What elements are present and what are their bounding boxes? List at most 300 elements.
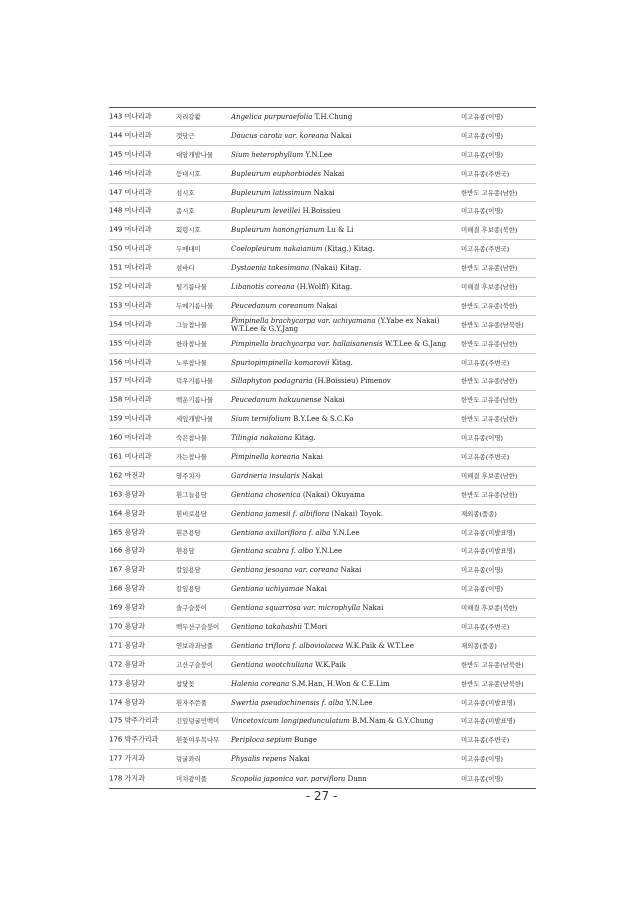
endemic-status: 미고유종(이명) [461,131,504,140]
korean-name: 영주치자 [176,471,201,480]
table-row [109,429,536,448]
korean-name: 두메대미 [176,244,201,253]
author-citation: Y.N.Lee [332,528,360,537]
family-name: 박주가리과 [124,716,159,725]
row-number-and-family [109,453,152,460]
row-number: 158 [109,395,123,404]
row-number-and-family [109,775,145,782]
row-number: 162 [109,471,123,480]
author-citation: Nakai [301,471,323,480]
family-name: 용담과 [124,528,145,537]
scientific-name: Peucedanum hakuunense [231,396,322,405]
endemic-status: 미고유종(이명) [461,585,504,593]
korean-name: 지리강활 [176,112,201,121]
korean-name: 흰용담 [176,547,195,556]
row-number-and-family [109,151,152,158]
row-number-and-family [109,435,152,442]
author-citation: (Nakai) Okuyama [302,490,365,499]
row-number-and-family [109,737,158,744]
row-number: 173 [109,679,123,688]
scientific-name-cell [231,775,456,783]
scientific-name-cell [231,396,456,404]
row-number-and-family [109,529,145,536]
endemic-status: 미고유종(주변국) [461,622,510,631]
family-name: 미나리과 [124,244,152,253]
korean-name: 회령시호 [176,226,201,235]
scientific-name: Sium ternifolium [231,415,291,424]
table-row [109,524,536,543]
row-number: 155 [109,339,123,348]
family-name: 박주가리과 [124,735,159,744]
endemic-status: 미고유종(이명) [461,433,504,442]
author-citation: Dunn [347,774,367,783]
table-row [109,165,536,184]
author-citation: Nakai [301,452,323,461]
row-number-and-family [109,680,145,687]
row-number: 156 [109,358,123,367]
table-row [109,240,536,259]
scientific-name-cell [231,170,456,178]
row-number-and-family [109,227,152,234]
row-number-and-family [109,718,158,725]
scientific-name-cell [231,151,456,159]
family-name: 미나리과 [124,169,152,178]
family-name: 미나리과 [124,225,152,234]
endemic-status: 한반도 고유종(남북한) [461,660,524,669]
korean-name: 그늘참나물 [176,320,207,329]
endemic-status: 미고유종(이명) [461,150,504,159]
scientific-name-cell [231,717,456,725]
row-number-and-family [109,567,145,574]
family-name: 용담과 [124,641,145,650]
row-number: 150 [109,244,123,253]
endemic-status: 미해결 후보종(북한) [461,603,518,612]
table-row [109,486,536,505]
korean-name: 참닻꽃 [176,679,195,688]
scientific-name-cell [231,132,456,140]
row-number: 174 [109,698,123,707]
author-citation: Nakai [323,396,345,405]
scientific-name: Gardneria insularis [231,471,300,480]
row-number-and-family [109,397,152,404]
scientific-name: Dystaenia takesimana [231,264,310,273]
author-citation: Y.N.Lee [345,698,373,707]
author-citation: Nakai [323,169,345,178]
scientific-name-cell [231,755,456,763]
scientific-name: Swertia pseudochinensis f. alba [231,698,344,707]
scientific-name-cell [231,226,456,234]
endemic-status: 한반도 고유종(북한) [461,301,518,310]
family-name: 가지과 [124,774,145,783]
table-row [109,599,536,618]
author-citation: (Kitag.) Kitag. [324,245,375,254]
row-number-and-family [109,642,145,649]
endemic-status: 한반도 고유종(남북한) [461,679,524,688]
family-name: 미나리과 [124,206,152,215]
scientific-name-cell [231,358,456,366]
table-row [109,354,536,373]
scientific-name: Gentiana triflora f. alboviolacea [231,641,344,650]
author-citation: Nakai [330,131,352,140]
row-number-and-family [109,170,152,177]
korean-name: 미치광이풀 [176,774,207,783]
korean-name: 덩굴꽈리 [176,755,201,764]
row-number: 144 [109,131,123,140]
scientific-name: Gentiana axillariflora f. alba [231,528,331,537]
family-name: 미나리과 [124,282,152,291]
row-number: 154 [109,320,123,329]
endemic-status: 한반도 고유종(남한) [461,377,518,386]
author-citation: (H.Wolff) Kitag. [296,282,353,291]
scientific-name: Daucus carota var. koreana [231,131,329,140]
endemic-status: 미해결 후보종(남한) [461,471,518,480]
row-number-and-family [109,510,145,517]
row-number-and-family [109,378,152,385]
scientific-name-cell [231,547,456,555]
author-citation: T.Mori [304,622,328,631]
endemic-status: 미고유종(이명) [461,207,504,216]
row-number: 163 [109,490,123,499]
scientific-name-cell [231,680,456,688]
family-name: 용담과 [124,660,145,669]
scientific-name: Gentiana squarrosa var. microphylla [231,604,361,613]
endemic-status: 미고유종(미발표명) [461,717,516,726]
row-number-and-family [109,246,152,253]
scientific-name: Tilingia nakaiana [231,434,293,443]
family-name: 용담과 [124,490,145,499]
family-name: 미나리과 [124,339,152,348]
author-citation: Nakai [305,585,327,594]
scientific-name: Bupleurum euphorbiodes [231,169,322,178]
scientific-name: Sillaphyton podagraria [231,377,313,386]
korean-name: 백두산구슬붕이 [176,622,220,631]
table-row [109,542,536,561]
table-row [109,769,536,788]
row-number: 178 [109,774,123,783]
row-number: 151 [109,263,123,272]
endemic-status: 미고유종(주변국) [461,452,510,461]
scientific-name: Bupleurum hanongrianum [231,226,325,235]
author-citation: Nakai [316,301,338,310]
scientific-name: Physalis repens [231,755,287,764]
scientific-name: Coelopleurum nakaianum [231,245,323,254]
row-number: 177 [109,754,123,763]
table-row [109,656,536,675]
family-name: 미나리과 [124,131,152,140]
family-name: 용담과 [124,584,145,593]
row-number: 172 [109,660,123,669]
scientific-name: Gentiana wootchuliana [231,660,313,669]
korean-name: 흰그늘용담 [176,490,207,499]
scientific-name-cell [231,529,456,537]
table-row [109,259,536,278]
endemic-status: 미고유종(이명) [461,112,504,121]
endemic-status: 미고유종(주변국) [461,358,510,367]
korean-name: 흰비로용담 [176,509,207,518]
scientific-name-cell [231,415,456,423]
scientific-name-cell [231,642,456,650]
family-name: 미나리과 [124,263,152,272]
family-name: 용담과 [124,546,145,555]
korean-name: 솔구슬붕이 [176,603,207,612]
scientific-name-cell [231,699,456,707]
korean-name: 덕우기름나물 [176,377,214,386]
endemic-status: 미고유종(주변국) [461,169,510,178]
endemic-status: 한반도 고유종(남한) [461,490,518,499]
family-name: 미나리과 [124,452,152,461]
author-citation: (Nakai) Toyok. [331,509,383,518]
row-number-and-family [109,548,145,555]
family-name: 용담과 [124,565,145,574]
korean-name: 흰꽃여우목나무 [176,736,220,745]
table-row [109,637,536,656]
family-name: 용담과 [124,679,145,688]
scientific-name-cell [231,377,456,385]
scientific-name: Bupleurum leveillei [231,207,301,216]
row-number-and-family [109,491,145,498]
table-row [109,580,536,599]
row-number: 170 [109,622,123,631]
family-name: 미나리과 [124,376,152,385]
scientific-name-cell [231,245,456,253]
endemic-status: 한반도 고유종(남한) [461,414,518,423]
family-name: 미나리과 [124,433,152,442]
endemic-status: 미고유종(미발표명) [461,547,516,556]
page-number: - 27 - [305,789,338,803]
author-citation: Nakai [288,755,310,764]
family-name: 미나리과 [124,414,152,423]
table-row [109,146,536,165]
family-name: 용담과 [124,603,145,612]
table-row [109,694,536,713]
table-row [109,127,536,146]
korean-name: 가는참나물 [176,452,207,461]
row-number: 153 [109,301,123,310]
row-number-and-family [109,340,152,347]
author-citation: S.M.Han, H.Won & C.E.Lim [291,679,390,688]
endemic-status: 재외종(품종) [461,641,497,650]
row-number-and-family [109,699,145,706]
table-row [109,372,536,391]
scientific-name: Peucedanum coreanum [231,301,315,310]
table-row [109,410,536,429]
row-number-and-family [109,605,145,612]
table-row [109,108,536,127]
endemic-status: 재외종(품종) [461,509,497,518]
row-number-and-family [109,756,145,763]
korean-name: 대암개발나물 [176,150,214,159]
row-number: 146 [109,169,123,178]
korean-name: 좀시호 [176,207,195,216]
row-number-and-family [109,321,152,328]
scientific-name-cell [231,623,456,631]
scientific-name: Periploca sepium [231,736,292,745]
korean-name: 두메기름나물 [176,301,214,310]
scientific-name-cell [231,491,456,499]
row-number: 145 [109,150,123,159]
author-citation: Kitag. [294,434,316,443]
korean-name: 등대시호 [176,169,201,178]
row-number: 176 [109,735,123,744]
family-name: 미나리과 [124,358,152,367]
scientific-name: Pimpinella koreana [231,452,300,461]
row-number: 148 [109,206,123,215]
scientific-name: Halenia coreana [231,679,290,688]
endemic-status: 미고유종(주변국) [461,244,510,253]
endemic-status: 미해결 후보종(북한) [461,226,518,235]
author-citation: Kitag. [331,358,353,367]
table-row [109,221,536,240]
scientific-name-cell [231,340,456,348]
endemic-status: 한반도 고유종(남한) [461,263,518,272]
row-number: 169 [109,603,123,612]
author-citation: B.Y.Lee & S.C.Ko [293,415,354,424]
row-number-and-family [109,283,152,290]
row-number-and-family [109,472,145,479]
scientific-name-cell [231,264,456,272]
scientific-name: Sium heterophyllum [231,150,304,159]
table-row [109,316,536,335]
scientific-name-cell [231,472,456,480]
family-name: 미나리과 [124,112,152,121]
scientific-name-cell [231,453,456,461]
endemic-status: 한반도 고유종(남한) [461,188,518,197]
species-table [109,107,536,789]
author-citation: Nakai [340,566,362,575]
endemic-status: 미고유종(이명) [461,755,504,764]
endemic-status: 미고유종(이명) [461,774,504,783]
scientific-name-cell [231,661,456,669]
row-number: 160 [109,433,123,442]
row-number-and-family [109,416,152,423]
row-number: 165 [109,528,123,537]
family-name: 미나리과 [124,188,152,196]
endemic-status: 미고유종(주변국) [461,736,510,745]
scientific-name-cell [231,283,456,291]
scientific-name: Vincetoxicum longipedunculatum [231,717,350,726]
table-row [109,184,536,203]
scientific-name-cell [231,434,456,442]
korean-name: 흰자주쓴풀 [176,698,207,707]
author-citation: Lu & Li [326,226,354,235]
scientific-name: Gentiana jesoana var. coreana [231,566,339,575]
scientific-name-cell [231,604,456,612]
scientific-name: Gentiana chosenica [231,490,301,499]
scientific-name: Bupleurum latissimum [231,188,312,197]
author-citation: W.T.Lee & G.Jang [384,339,447,348]
korean-name: 세잎개발나물 [176,414,214,423]
scientific-name-cell [231,566,456,574]
scientific-name-cell [231,113,456,121]
table-row [109,391,536,410]
row-number: 143 [109,112,123,121]
korean-name: 한라참나물 [176,339,207,348]
row-number: 168 [109,584,123,593]
author-citation: (H.Boissieu) Pimenov [314,377,391,386]
scientific-name: Gentiana jamesii f. albiflora [231,509,330,518]
author-citation: Bunge [294,736,318,745]
row-number-and-family [109,265,152,272]
scientific-name: Spuriopimpinella komarovii [231,358,330,367]
scientific-name: Gentiana takahashii [231,622,303,631]
row-number-and-family [109,623,145,630]
table-row [109,448,536,467]
korean-name: 노루참나물 [176,358,207,367]
family-name: 용담과 [124,622,145,631]
row-number: 149 [109,225,123,234]
author-citation: B.M.Nam & G.Y.Chung [352,717,434,726]
row-number: 166 [109,546,123,555]
table-row [109,618,536,637]
scientific-name-cell [231,510,456,518]
family-name: 용담과 [124,509,145,518]
table-row [109,335,536,354]
endemic-status: 한반도 고유종(남북한) [461,320,524,329]
row-number: 157 [109,376,123,385]
row-number-and-family [109,132,152,139]
korean-name: 칼잎용담 [176,566,201,575]
family-name: 미나리과 [124,301,152,310]
scientific-name-cell [231,736,456,744]
author-citation: Nakai [362,604,384,613]
korean-name: 흰큰용담 [176,528,201,537]
author-citation: W.K.Paik & W.T.Lee [345,641,414,650]
korean-name: 섬시호 [176,188,195,197]
scientific-name: Pimpinella brachycarpa var. uchiyamana [231,316,376,325]
table-row [109,713,536,732]
scientific-name: Scopolia japonica var. parviflora [231,774,346,783]
row-number-and-family [109,189,152,196]
table-row [109,297,536,316]
korean-name: 섬바디 [176,263,195,272]
row-number: 175 [109,716,123,725]
author-citation: (Y.Yabe ex Nakai) W.T.Lee & G.Y.Jang [231,316,440,333]
family-name: 미나리과 [124,320,152,329]
korean-name: 연보라과남풀 [176,641,214,650]
table-row [109,278,536,297]
author-citation: T.H.Chung [314,112,353,121]
table-row [109,750,536,769]
korean-name: 칼잎용담 [176,585,201,593]
row-number-and-family [109,208,152,215]
author-citation: Y.N.Lee [315,547,343,556]
row-number: 167 [109,565,123,574]
table-row [109,675,536,694]
author-citation: Y.N.Lee [305,150,333,159]
scientific-name: Gentiana scabra f. albo [231,547,314,556]
scientific-name-cell [231,317,456,333]
scientific-name-cell [231,207,456,215]
korean-name: 털기름나물 [176,282,207,291]
row-number: 152 [109,282,123,291]
endemic-status: 미고유종(미발표명) [461,528,516,537]
korean-name: 갯당근 [176,131,195,140]
row-number-and-family [109,586,145,593]
family-name: 용담과 [124,698,145,707]
family-name: 미나리과 [124,395,152,404]
scientific-name-cell [231,585,456,593]
scientific-name-cell [231,188,456,196]
table-row [109,202,536,221]
family-name: 가지과 [124,754,145,763]
korean-name: 백운기름나물 [176,396,214,405]
row-number: 161 [109,452,123,461]
table-row [109,731,536,750]
row-number-and-family [109,661,145,668]
family-name: 미나리과 [124,150,152,159]
scientific-name: Libanotis coreana [231,282,295,291]
row-number: 171 [109,641,123,650]
